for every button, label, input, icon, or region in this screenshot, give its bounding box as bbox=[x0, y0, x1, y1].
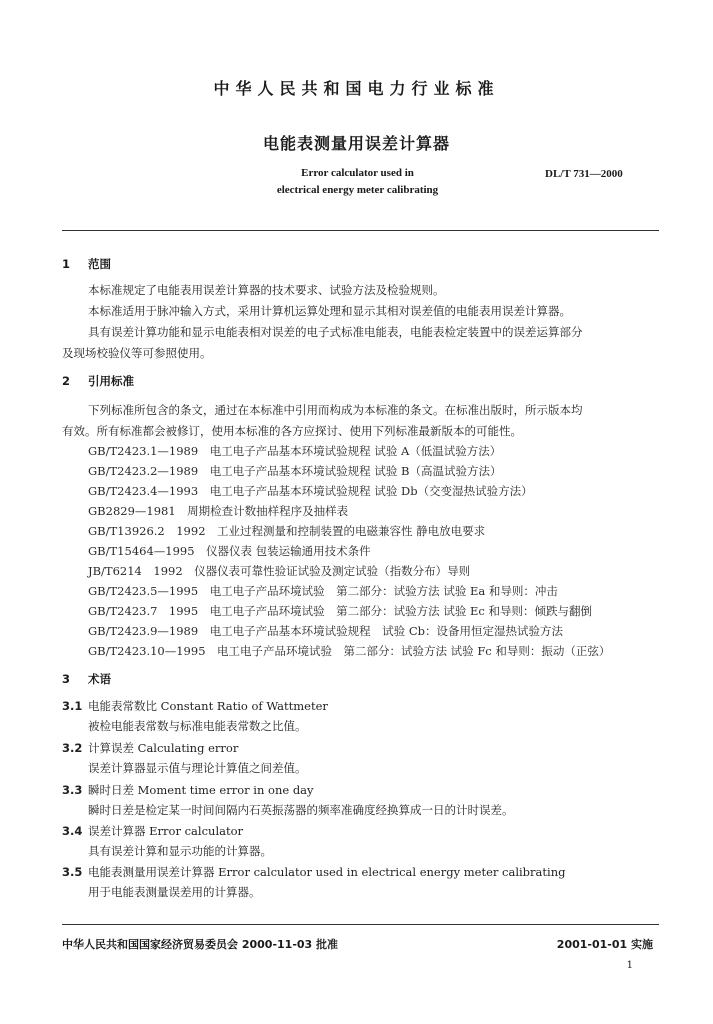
implementation-date: 2001-01-01 实施 bbox=[556, 938, 653, 951]
reference-item: JB/T6214 1992 仪器仪表可靠性验证试验及测定试验（指数分布）导则 bbox=[88, 564, 471, 578]
term-number: 3.5 bbox=[62, 865, 83, 879]
term-definition: 误差计算器显示值与理论计算值之间差值。 bbox=[88, 761, 307, 775]
reference-item: GB/T2423.10—1995 电工电子产品环境试验 第二部分：试验方法 试验 Fc 和导则：振动（正弦） bbox=[88, 644, 611, 658]
paragraph: 具有误差计算功能和显示电能表相对误差的电子式标准电能表，电能表检定装置中的误差运算部分 bbox=[88, 325, 583, 339]
title-english-line1: Error calculator used in bbox=[301, 167, 414, 179]
term-heading bbox=[62, 740, 238, 756]
reference-item: GB/T2423.9—1989 电工电子产品基本环境试验规程 试验 Cb：设备用恒定湿热试验方法 bbox=[88, 624, 564, 638]
document-title: 电能表测量用误差计算器 bbox=[262, 134, 450, 153]
term-name: 瞬时日差 Moment time error in one day bbox=[88, 783, 314, 797]
term-name: 误差计算器 Error calculator bbox=[88, 824, 244, 838]
section-number: 2 bbox=[62, 374, 71, 388]
paragraph: 下列标准所包含的条文，通过在本标准中引用而构成为本标准的条文。在标准出版时，所示版本均 bbox=[88, 403, 583, 417]
term-number: 3.2 bbox=[62, 741, 83, 755]
org-standard-header: 中华人民共和国电力行业标准 bbox=[213, 79, 500, 98]
paragraph: 本标准适用于脉冲输入方式，采用计算机运算处理和显示其相对误差值的电能表用误差计算器。 bbox=[88, 304, 571, 318]
section-title: 术语 bbox=[88, 672, 111, 686]
section-3-heading bbox=[62, 671, 111, 687]
page-number: 1 bbox=[626, 960, 633, 971]
term-definition: 瞬时日差是检定某一时间间隔内石英振荡器的频率准确度经换算成一日的计时误差。 bbox=[88, 803, 514, 817]
section-number: 1 bbox=[62, 257, 71, 271]
reference-item: GB/T2423.5—1995 电工电子产品环境试验 第二部分：试验方法 试验 Ea 和导则：冲击 bbox=[88, 584, 558, 598]
section-title: 引用标准 bbox=[88, 374, 134, 388]
reference-item: GB2829—1981 周期检查计数抽样程序及抽样表 bbox=[88, 504, 349, 518]
term-name: 电能表常数比 Constant Ratio of Wattmeter bbox=[88, 699, 328, 713]
term-definition: 具有误差计算和显示功能的计算器。 bbox=[88, 844, 272, 858]
term-heading bbox=[62, 823, 243, 839]
section-number: 3 bbox=[62, 672, 71, 686]
reference-item: GB/T13926.2 1992 工业过程测量和控制装置的电磁兼容性 静电放电要求 bbox=[88, 524, 486, 538]
term-heading bbox=[62, 698, 328, 714]
title-english-line2: electrical energy meter calibrating bbox=[276, 184, 439, 196]
term-name: 计算误差 Calculating error bbox=[88, 741, 239, 755]
approval-statement: 中华人民共和国国家经济贸易委员会 2000-11-03 批准 bbox=[62, 938, 339, 951]
section-title: 范围 bbox=[88, 257, 111, 271]
reference-item: GB/T2423.7 1995 电工电子产品环境试验 第二部分：试验方法 试验 Ec 和导则：倾跌与翻倒 bbox=[88, 604, 592, 618]
term-definition: 用于电能表测量误差用的计算器。 bbox=[88, 885, 261, 899]
term-name: 电能表测量用误差计算器 Error calculator used in electrical energy meter calibrating bbox=[88, 865, 566, 879]
reference-item: GB/T15464—1995 仪器仪表 包装运输通用技术条件 bbox=[88, 544, 371, 558]
term-number: 3.1 bbox=[62, 699, 83, 713]
standard-number: DL/T 731—2000 bbox=[545, 168, 623, 180]
section-1-heading bbox=[62, 256, 111, 272]
footer-divider bbox=[62, 924, 659, 925]
term-heading bbox=[62, 864, 565, 880]
paragraph: 本标准规定了电能表用误差计算器的技术要求、试验方法及检验规则。 bbox=[88, 283, 445, 297]
reference-item: GB/T2423.4—1993 电工电子产品基本环境试验规程 试验 Db（交变湿热试验方法） bbox=[88, 484, 533, 498]
reference-item: GB/T2423.2—1989 电工电子产品基本环境试验规程 试验 B（高温试验方法） bbox=[88, 464, 502, 478]
section-2-heading bbox=[62, 373, 134, 389]
term-number: 3.3 bbox=[62, 783, 83, 797]
reference-item: GB/T2423.1—1989 电工电子产品基本环境试验规程 试验 A（低温试验方法） bbox=[88, 444, 502, 458]
paragraph: 有效。所有标准都会被修订，使用本标准的各方应探讨、使用下列标准最新版本的可能性。 bbox=[62, 424, 522, 438]
paragraph: 及现场校验仪等可参照使用。 bbox=[62, 346, 212, 360]
term-heading bbox=[62, 782, 314, 798]
term-definition: 被检电能表常数与标准电能表常数之比值。 bbox=[88, 719, 307, 733]
header-divider bbox=[62, 230, 659, 231]
term-number: 3.4 bbox=[62, 824, 83, 838]
